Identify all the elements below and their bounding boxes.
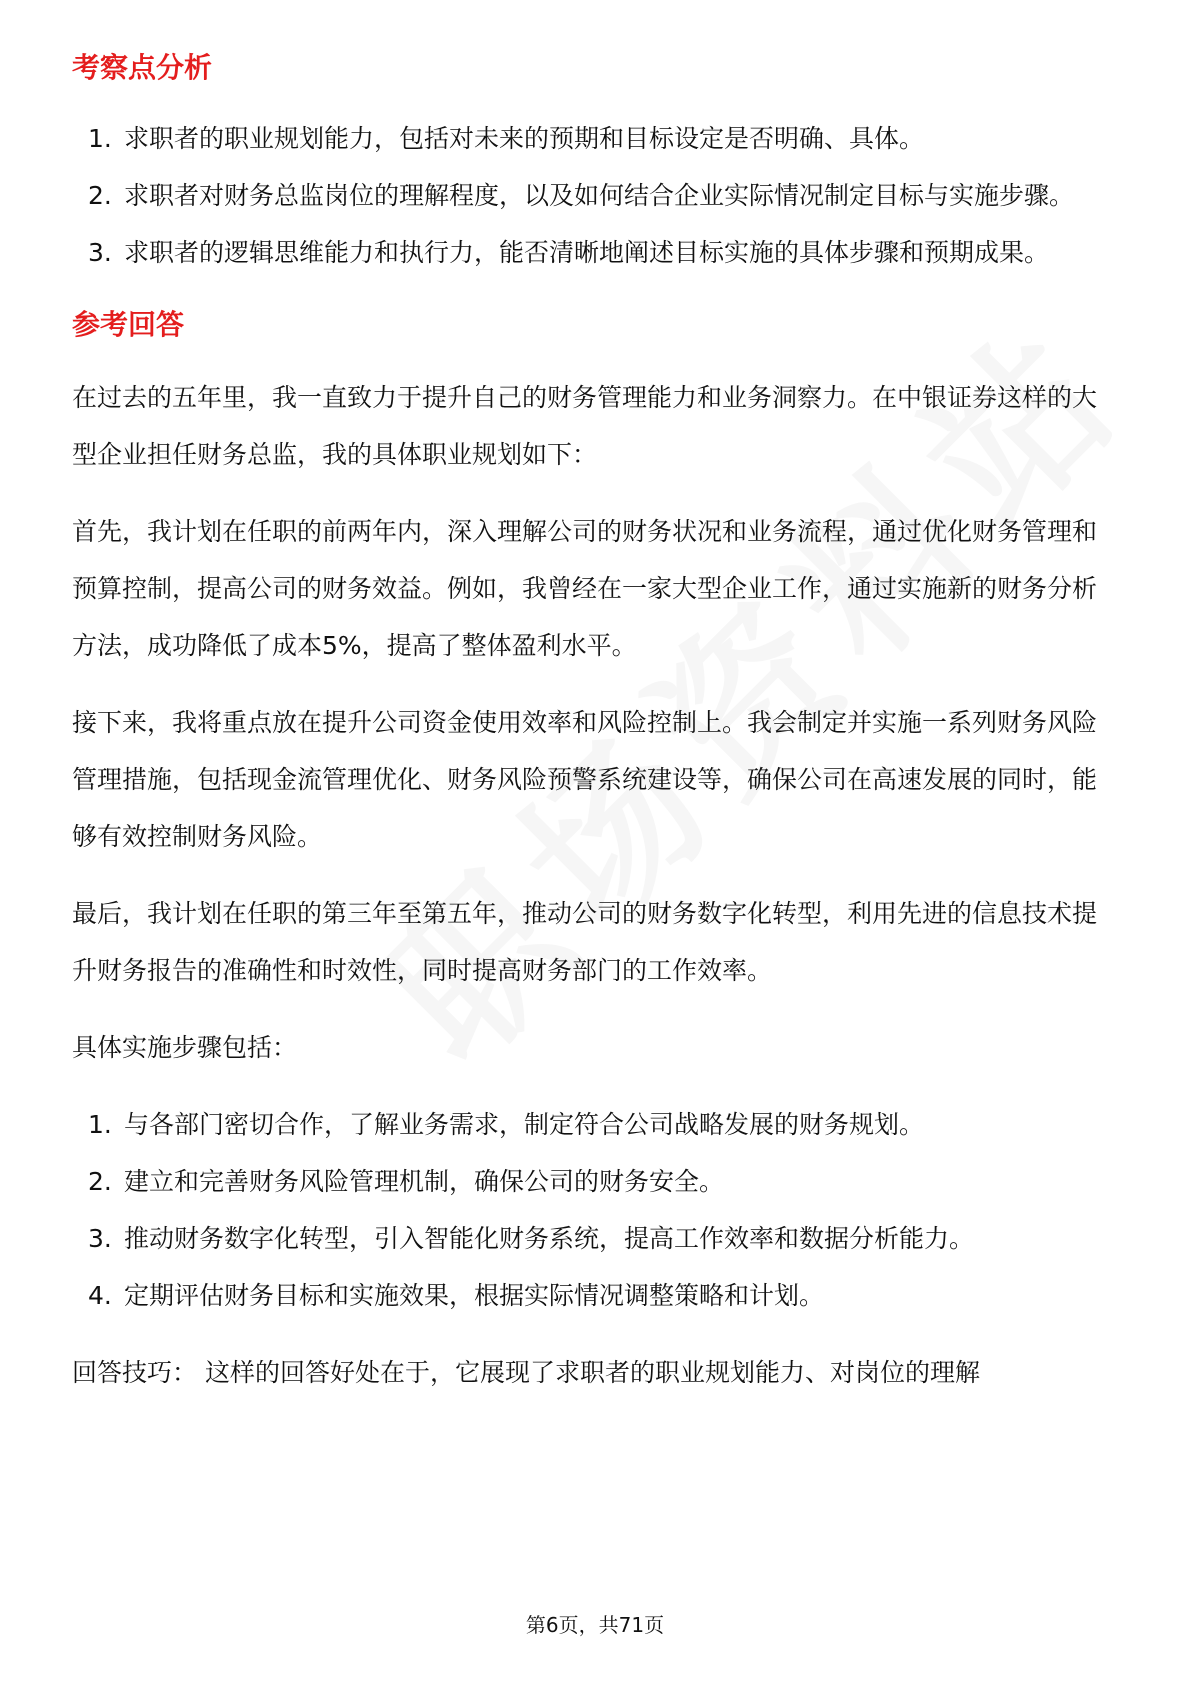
list-item-number: 1.: [88, 124, 112, 153]
list-item-text: 定期评估财务目标和实施效果，根据实际情况调整策略和计划。: [124, 1281, 825, 1310]
answer-paragraph: 首先，我计划在任职的前两年内，深入理解公司的财务状况和业务流程，通过优化财务管理和预算控制，提高公司的财务效益。例如，我曾经在一家大型企业工作，通过实施新的财务分析方法，成功降低了成本5%，提高了整体盈利水平。: [72, 517, 1098, 660]
list-item-text: 求职者对财务总监岗位的理解程度，以及如何结合企业实际情况制定目标与实施步骤。: [124, 181, 1075, 210]
list-item-number: 3.: [88, 238, 112, 267]
list-item: [72, 1096, 1118, 1153]
list-item-number: 1.: [88, 1110, 112, 1139]
answer-paragraph: 接下来，我将重点放在提升公司资金使用效率和风险控制上。我会制定并实施一系列财务风险管理措施，包括现金流管理优化、财务风险预警系统建设等，确保公司在高速发展的同时，能够有效控制财务风险。: [72, 708, 1098, 851]
list-item: [72, 1210, 1118, 1267]
list-item: [72, 1267, 1118, 1324]
list-item: [72, 1153, 1118, 1210]
list-item-text: 推动财务数字化转型，引入智能化财务系统，提高工作效率和数据分析能力。: [124, 1224, 975, 1253]
page-content: [72, 48, 1118, 1401]
list-item-number: 2.: [88, 1167, 112, 1196]
list-item-number: 2.: [88, 181, 112, 210]
answer-paragraph: 具体实施步骤包括：: [72, 1033, 298, 1062]
answer-paragraph: 在过去的五年里，我一直致力于提升自己的财务管理能力和业务洞察力。在中银证券这样的大型企业担任财务总监，我的具体职业规划如下：: [72, 383, 1098, 469]
list-item-number: 4.: [88, 1281, 112, 1310]
section-title-analysis: 考察点分析: [72, 51, 213, 84]
steps-list: [72, 1096, 1118, 1324]
list-item-text: 建立和完善财务风险管理机制，确保公司的财务安全。: [124, 1167, 725, 1196]
list-item: [72, 110, 1118, 167]
list-item: [72, 167, 1118, 224]
list-item-text: 与各部门密切合作，了解业务需求，制定符合公司战略发展的财务规划。: [124, 1110, 925, 1139]
list-item-text: 求职者的职业规划能力，包括对未来的预期和目标设定是否明确、具体。: [124, 124, 925, 153]
list-item-number: 3.: [88, 1224, 112, 1253]
list-item-text: 求职者的逻辑思维能力和执行力，能否清晰地阐述目标实施的具体步骤和预期成果。: [124, 238, 1050, 267]
answer-tip: 回答技巧： 这样的回答好处在于，它展现了求职者的职业规划能力、对岗位的理解: [72, 1358, 980, 1387]
section-title-answer: 参考回答: [72, 308, 185, 341]
page-number: 第6页，共71页: [525, 1613, 665, 1637]
analysis-list: [72, 110, 1118, 281]
answer-paragraph: 最后，我计划在任职的第三年至第五年，推动公司的财务数字化转型，利用先进的信息技术提升财务报告的准确性和时效性，同时提高财务部门的工作效率。: [72, 899, 1098, 985]
list-item: [72, 224, 1118, 281]
